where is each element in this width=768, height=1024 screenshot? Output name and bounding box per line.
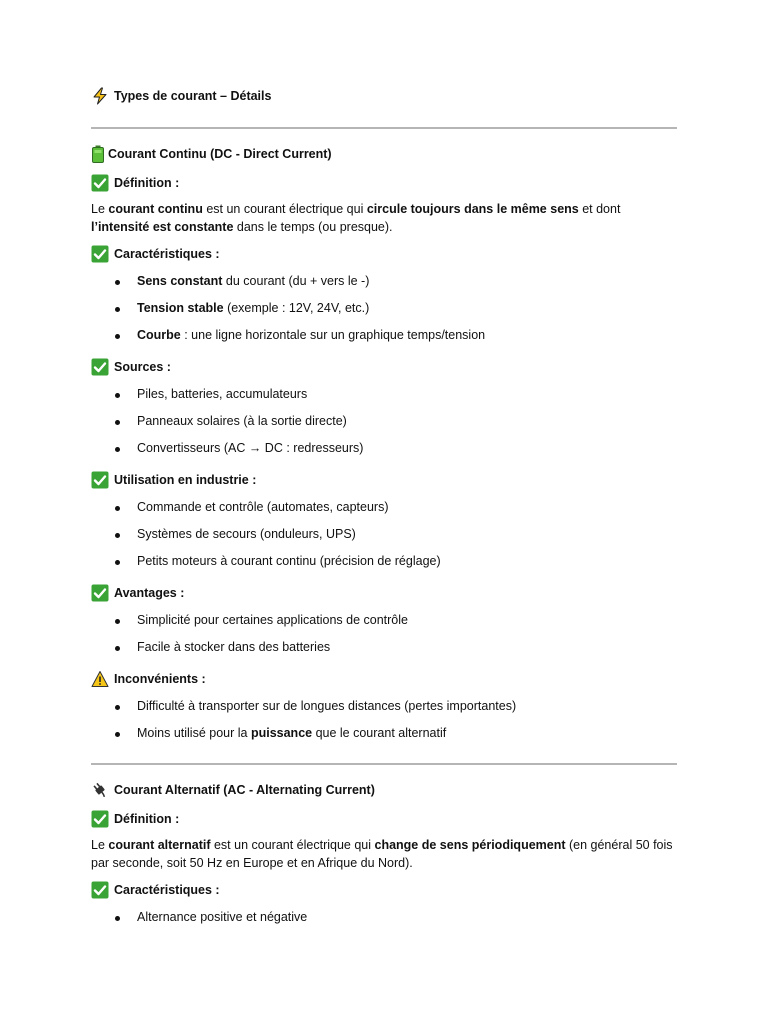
check-mark-icon <box>91 471 109 489</box>
battery-icon <box>91 145 105 163</box>
dc-definition-heading-row <box>91 173 677 193</box>
dc-section-title: Courant Continu (DC - Direct Current) <box>108 147 332 161</box>
dc-avantages-heading: Avantages : <box>114 586 185 600</box>
list-item: Facile à stocker dans des batteries <box>91 634 677 661</box>
check-mark-icon <box>91 584 109 602</box>
list-item: Panneaux solaires (à la sortie directe) <box>91 408 677 435</box>
ac-definition-heading: Définition : <box>114 812 180 826</box>
lightning-icon <box>91 87 109 105</box>
ac-section-title: Courant Alternatif (AC - Alternating Current) <box>114 783 375 797</box>
list-item: Piles, batteries, accumulateurs <box>91 381 677 408</box>
ac-caracteristiques-heading-row <box>91 880 677 900</box>
dc-inconvenients-list <box>91 693 677 747</box>
list-item: Simplicité pour certaines applications de contrôle <box>91 607 677 634</box>
dc-sources-heading-row <box>91 357 677 377</box>
dc-definition-text: Le courant continu est un courant électrique qui circule toujours dans le même sens et dont l’intensité est constante dans le temps (ou presque). <box>91 202 621 234</box>
dc-industrie-list <box>91 494 677 575</box>
list-item: Convertisseurs (AC → DC : redresseurs) <box>91 435 677 462</box>
ac-definition-text: Le courant alternatif est un courant électrique qui change de sens périodiquement (en général 50 fois par seconde, soit 50 Hz en Europe et en Afrique du Nord). <box>91 838 673 870</box>
check-mark-icon <box>91 174 109 192</box>
document-content <box>91 85 677 931</box>
dc-avantages-heading-row <box>91 583 677 603</box>
plug-icon <box>91 781 109 799</box>
dc-inconvenients-heading-row <box>91 669 677 689</box>
section-divider <box>91 763 677 765</box>
list-item: Courbe : une ligne horizontale sur un graphique temps/tension <box>91 322 677 349</box>
check-mark-icon <box>91 358 109 376</box>
document-title-row <box>91 85 677 107</box>
list-item: Petits moteurs à courant continu (précision de réglage) <box>91 548 677 575</box>
dc-caracteristiques-heading-row <box>91 244 677 264</box>
dc-sources-list <box>91 381 677 462</box>
dc-inconvenients-heading: Inconvénients : <box>114 672 206 686</box>
check-mark-icon <box>91 881 109 899</box>
list-item: Moins utilisé pour la puissance que le courant alternatif <box>91 720 677 747</box>
ac-caracteristiques-heading: Caractéristiques : <box>114 883 220 897</box>
section-divider <box>91 127 677 129</box>
dc-section-title-row <box>91 143 677 165</box>
dc-caracteristiques-heading: Caractéristiques : <box>114 247 220 261</box>
list-item: Systèmes de secours (onduleurs, UPS) <box>91 521 677 548</box>
list-item: Commande et contrôle (automates, capteurs) <box>91 494 677 521</box>
check-mark-icon <box>91 810 109 828</box>
list-item: Sens constant du courant (du + vers le -) <box>91 268 677 295</box>
ac-caracteristiques-list <box>91 904 677 931</box>
list-item: Difficulté à transporter sur de longues distances (pertes importantes) <box>91 693 677 720</box>
dc-avantages-list <box>91 607 677 661</box>
list-item: Tension stable (exemple : 12V, 24V, etc.) <box>91 295 677 322</box>
dc-industrie-heading: Utilisation en industrie : <box>114 473 257 487</box>
dc-industrie-heading-row <box>91 470 677 490</box>
dc-definition-heading: Définition : <box>114 176 180 190</box>
list-item: Alternance positive et négative <box>91 904 677 931</box>
check-mark-icon <box>91 245 109 263</box>
dc-caracteristiques-list <box>91 268 677 349</box>
warning-icon <box>91 670 109 688</box>
dc-sources-heading: Sources : <box>114 360 171 374</box>
document-title: Types de courant – Détails <box>114 89 272 103</box>
ac-section-title-row <box>91 779 677 801</box>
ac-definition-heading-row <box>91 809 677 829</box>
